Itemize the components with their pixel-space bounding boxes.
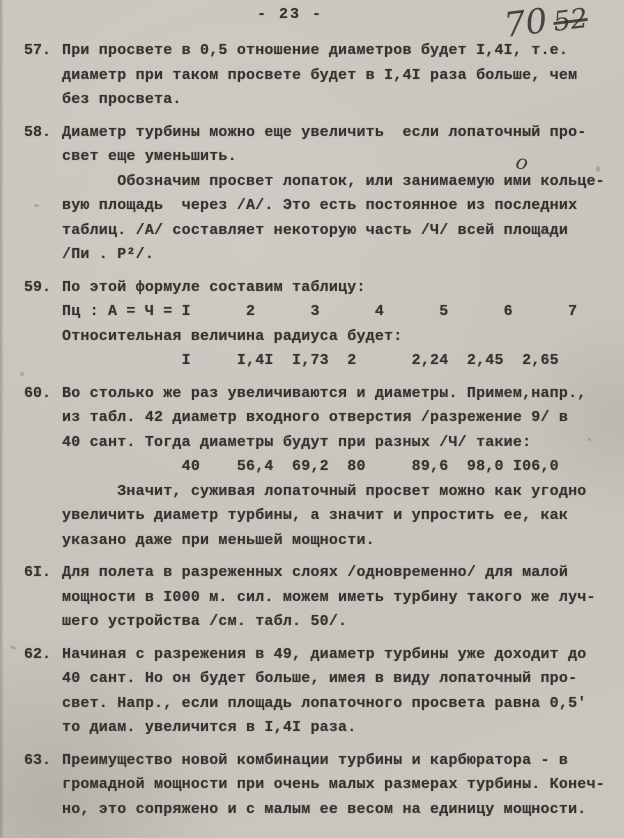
paragraph (24, 749, 616, 823)
paragraph-body (62, 276, 616, 374)
text-line: шего устройства /см. табл. 50/. (62, 613, 348, 630)
text-line: Начиная с разрежения в 49, диаметр турбины уже доходит до (62, 645, 587, 663)
text-line: свет еще уменьшить. (62, 148, 237, 165)
paragraph (24, 276, 616, 374)
paragraph-number: 57. (24, 42, 52, 59)
handwritten-correction-letter: о (514, 149, 531, 175)
text-line: мощности в I000 м. сил. можем иметь турбину такого же луч- (62, 588, 596, 606)
paragraph-number: 62. (24, 645, 52, 663)
text-line: 40 сант. Но он будет больше, имея в виду лопаточный про- (62, 670, 578, 687)
scan-smudge (10, 645, 17, 651)
typed-page-number: - 23 - (256, 6, 323, 23)
text-line: увеличить диаметр турбины, а значит и упростить ее, как (62, 507, 569, 524)
text-line: /Пи . Р²/. (62, 246, 155, 263)
text-line: Во столько же раз увеличиваются и диаметры. Примем,напр., (62, 384, 587, 402)
paragraph (24, 643, 616, 741)
text-line: диаметр при таком просвете будет в I,4I раза больше, чем (62, 66, 578, 84)
text-line: громадной мощности при очень малых размерах турбины. Конеч- (62, 776, 605, 793)
paragraph (24, 561, 616, 635)
text-line: но, это сопряжено и с малым ее весом на единицу мощности. (62, 800, 587, 818)
text-line: то диам. увеличится в I,4I раза. (62, 719, 357, 736)
text-line: свет. Напр., если площадь лопаточного просвета равна 0,5' (62, 694, 587, 712)
text-line: I I,4I I,73 2 2,24 2,45 2,65 (62, 352, 559, 369)
text-line: из табл. 42 диаметр входного отверстия /разрежение 9/ в (62, 409, 569, 426)
text-line: При просвете в 0,5 отношение диаметров будет I,4I, т.е. (62, 42, 569, 59)
paragraph-body (62, 643, 616, 741)
text-line: По этой формуле составим таблицу: (62, 278, 366, 296)
text-line: Диаметр турбины можно еще увеличить если лопаточный про- (62, 123, 587, 141)
handwritten-page-annotation (503, 0, 590, 44)
text-line: Относительная величина радиуса будет: (62, 327, 403, 345)
handwritten-crossed-out-number: 52 (551, 3, 590, 38)
paragraph (24, 39, 616, 113)
text-line: вую площадь через /А/. Это есть постоянное из последних (62, 197, 578, 214)
page-header (24, 0, 616, 46)
paragraph (24, 382, 616, 554)
text-line: без просвета. (62, 91, 182, 108)
text-line: указано даже при меньшей мощности. (62, 531, 375, 549)
paragraph-body (62, 382, 616, 554)
paragraph (24, 121, 616, 268)
text-line: 40 сант. Тогда диаметры будут при разных /Ч/ такие: (62, 433, 532, 451)
paragraph-number: 60. (24, 384, 52, 402)
paragraph-body (62, 749, 616, 823)
text-line: 40 56,4 69,2 80 89,6 98,0 I06,0 (62, 458, 559, 475)
text-line: Для полета в разреженных слоях /одновременно/ для малой (62, 564, 569, 581)
text-line: Пц : А = Ч = I 2 3 4 5 6 7 (62, 303, 578, 320)
text-line: Преимущество новой комбинации турбины и карбюратора - в (62, 751, 569, 769)
paragraph-body (62, 561, 616, 635)
text-line: Значит, суживая лопаточный просвет можно как угодно (62, 482, 587, 500)
paragraph-number: 63. (24, 751, 52, 769)
paragraph-number: 58. (24, 123, 52, 141)
text-line: таблиц. /А/ составляет некоторую часть /Ч/ всей площади (62, 221, 569, 239)
paragraph-body (62, 121, 616, 268)
paragraph-body (62, 39, 616, 113)
text-line: Обозначим просвет лопаток, или занимаемую ими кольце- (62, 172, 605, 190)
handwritten-number: 70 (502, 0, 551, 46)
paragraph-number: 59. (24, 278, 52, 296)
paragraph-number: 6I. (24, 564, 52, 581)
